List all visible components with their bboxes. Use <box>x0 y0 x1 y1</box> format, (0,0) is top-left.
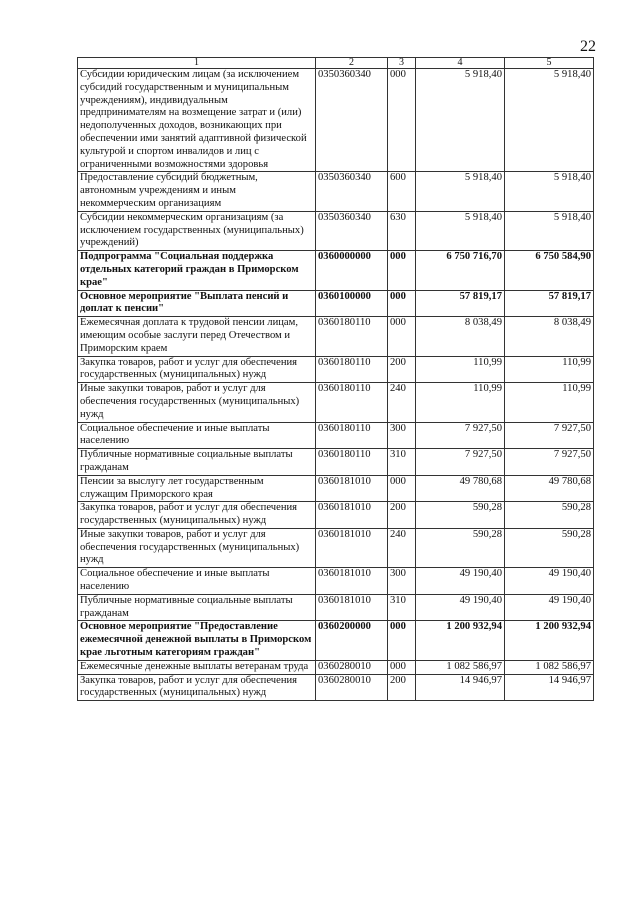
row-name: Социальное обеспечение и иные выплаты населению <box>78 568 316 595</box>
row-expense-type: 240 <box>388 528 416 567</box>
row-expense-type: 000 <box>388 251 416 290</box>
row-amount-1: 5 918,40 <box>416 69 505 172</box>
row-amount-1: 49 780,68 <box>416 475 505 502</box>
header-col-type: 3 <box>388 58 416 69</box>
row-code: 0360180110 <box>316 317 388 356</box>
row-amount-1: 110,99 <box>416 383 505 422</box>
row-amount-2: 590,28 <box>505 528 594 567</box>
row-code: 0350360340 <box>316 69 388 172</box>
row-amount-2: 49 780,68 <box>505 475 594 502</box>
table-row <box>78 383 594 422</box>
row-code: 0360181010 <box>316 568 388 595</box>
row-amount-1: 49 190,40 <box>416 568 505 595</box>
row-name: Закупка товаров, работ и услуг для обеспечения государственных (муниципальных) нужд <box>78 502 316 529</box>
row-amount-1: 590,28 <box>416 502 505 529</box>
row-code: 0360180110 <box>316 449 388 476</box>
header-col-name: 1 <box>78 58 316 69</box>
table-row <box>78 528 594 567</box>
row-code: 0360280010 <box>316 660 388 674</box>
row-name: Публичные нормативные социальные выплаты гражданам <box>78 449 316 476</box>
row-name: Иные закупки товаров, работ и услуг для обеспечения государственных (муниципальных) нужд <box>78 383 316 422</box>
row-amount-2: 57 819,17 <box>505 290 594 317</box>
row-name: Субсидии некоммерческим организациям (за исключением государственных (муниципальных) учреждений) <box>78 211 316 250</box>
row-expense-type: 200 <box>388 502 416 529</box>
row-amount-1: 14 946,97 <box>416 674 505 701</box>
row-code: 0360180110 <box>316 383 388 422</box>
row-name: Закупка товаров, работ и услуг для обеспечения государственных (муниципальных) нужд <box>78 674 316 701</box>
table-row <box>78 660 594 674</box>
row-expense-type: 630 <box>388 211 416 250</box>
table-row <box>78 674 594 701</box>
row-name: Закупка товаров, работ и услуг для обеспечения государственных (муниципальных) нужд <box>78 356 316 383</box>
row-code: 0360181010 <box>316 528 388 567</box>
table-row <box>78 621 594 660</box>
row-name: Субсидии юридическим лицам (за исключением субсидий государственным и муниципальным учреждениям), индивидуальным предпринимателям на возмещение затрат и (или) недополученных доходов, возникающих при обеспечении ими занятий адаптивной физической культурой и спортом инвалидов и лиц с ограниченными возможностями здоровья <box>78 69 316 172</box>
row-expense-type: 000 <box>388 660 416 674</box>
row-code: 0360100000 <box>316 290 388 317</box>
row-code: 0360181010 <box>316 475 388 502</box>
row-name: Ежемесячная доплата к трудовой пенсии лицам, имеющим особые заслуги перед Отечеством и Приморским краем <box>78 317 316 356</box>
row-amount-2: 5 918,40 <box>505 69 594 172</box>
row-expense-type: 000 <box>388 475 416 502</box>
header-col-amount-2: 5 <box>505 58 594 69</box>
row-amount-2: 1 200 932,94 <box>505 621 594 660</box>
row-amount-1: 5 918,40 <box>416 172 505 211</box>
row-expense-type: 240 <box>388 383 416 422</box>
row-amount-1: 1 200 932,94 <box>416 621 505 660</box>
row-name: Ежемесячные денежные выплаты ветеранам труда <box>78 660 316 674</box>
row-amount-2: 110,99 <box>505 383 594 422</box>
header-row <box>78 58 594 69</box>
row-amount-2: 5 918,40 <box>505 172 594 211</box>
table-row <box>78 475 594 502</box>
row-amount-1: 7 927,50 <box>416 449 505 476</box>
row-amount-1: 8 038,49 <box>416 317 505 356</box>
row-expense-type: 200 <box>388 674 416 701</box>
row-amount-2: 8 038,49 <box>505 317 594 356</box>
row-amount-1: 590,28 <box>416 528 505 567</box>
row-code: 0360280010 <box>316 674 388 701</box>
table-row <box>78 251 594 290</box>
row-name: Пенсии за выслугу лет государственным служащим Приморского края <box>78 475 316 502</box>
row-amount-2: 6 750 584,90 <box>505 251 594 290</box>
row-amount-2: 49 190,40 <box>505 568 594 595</box>
table-row <box>78 211 594 250</box>
row-amount-2: 1 082 586,97 <box>505 660 594 674</box>
row-name: Публичные нормативные социальные выплаты гражданам <box>78 594 316 621</box>
row-expense-type: 310 <box>388 449 416 476</box>
page-number: 22 <box>580 38 596 55</box>
row-amount-1: 57 819,17 <box>416 290 505 317</box>
row-expense-type: 000 <box>388 317 416 356</box>
table-row <box>78 69 594 172</box>
row-expense-type: 200 <box>388 356 416 383</box>
row-amount-1: 49 190,40 <box>416 594 505 621</box>
table-row <box>78 317 594 356</box>
row-code: 0360000000 <box>316 251 388 290</box>
row-amount-2: 49 190,40 <box>505 594 594 621</box>
row-expense-type: 000 <box>388 290 416 317</box>
table-row <box>78 502 594 529</box>
row-amount-1: 6 750 716,70 <box>416 251 505 290</box>
row-expense-type: 600 <box>388 172 416 211</box>
row-name: Основное мероприятие "Предоставление ежемесячной денежной выплаты в Приморском крае льготным категориям граждан" <box>78 621 316 660</box>
row-amount-2: 7 927,50 <box>505 449 594 476</box>
table-row <box>78 422 594 449</box>
row-code: 0360180110 <box>316 356 388 383</box>
row-amount-1: 110,99 <box>416 356 505 383</box>
row-expense-type: 000 <box>388 69 416 172</box>
row-code: 0350360340 <box>316 211 388 250</box>
header-col-code: 2 <box>316 58 388 69</box>
row-amount-1: 7 927,50 <box>416 422 505 449</box>
row-amount-2: 5 918,40 <box>505 211 594 250</box>
row-amount-2: 110,99 <box>505 356 594 383</box>
row-code: 0350360340 <box>316 172 388 211</box>
table-row <box>78 568 594 595</box>
row-amount-2: 14 946,97 <box>505 674 594 701</box>
table-row <box>78 449 594 476</box>
row-name: Предоставление субсидий бюджетным, автономным учреждениям и иным некоммерческим организациям <box>78 172 316 211</box>
table-row <box>78 290 594 317</box>
row-code: 0360180110 <box>316 422 388 449</box>
row-name: Иные закупки товаров, работ и услуг для обеспечения государственных (муниципальных) нужд <box>78 528 316 567</box>
row-amount-2: 7 927,50 <box>505 422 594 449</box>
row-amount-1: 1 082 586,97 <box>416 660 505 674</box>
row-expense-type: 310 <box>388 594 416 621</box>
row-name: Основное мероприятие "Выплата пенсий и доплат к пенсии" <box>78 290 316 317</box>
row-expense-type: 300 <box>388 568 416 595</box>
row-amount-2: 590,28 <box>505 502 594 529</box>
row-expense-type: 000 <box>388 621 416 660</box>
row-code: 0360181010 <box>316 502 388 529</box>
row-code: 0360181010 <box>316 594 388 621</box>
row-amount-1: 5 918,40 <box>416 211 505 250</box>
table-row <box>78 172 594 211</box>
row-expense-type: 300 <box>388 422 416 449</box>
row-name: Подпрограмма "Социальная поддержка отдельных категорий граждан в Приморском крае" <box>78 251 316 290</box>
table-row <box>78 594 594 621</box>
table-row <box>78 356 594 383</box>
row-name: Социальное обеспечение и иные выплаты населению <box>78 422 316 449</box>
row-code: 0360200000 <box>316 621 388 660</box>
budget-table <box>77 57 594 701</box>
header-col-amount-1: 4 <box>416 58 505 69</box>
